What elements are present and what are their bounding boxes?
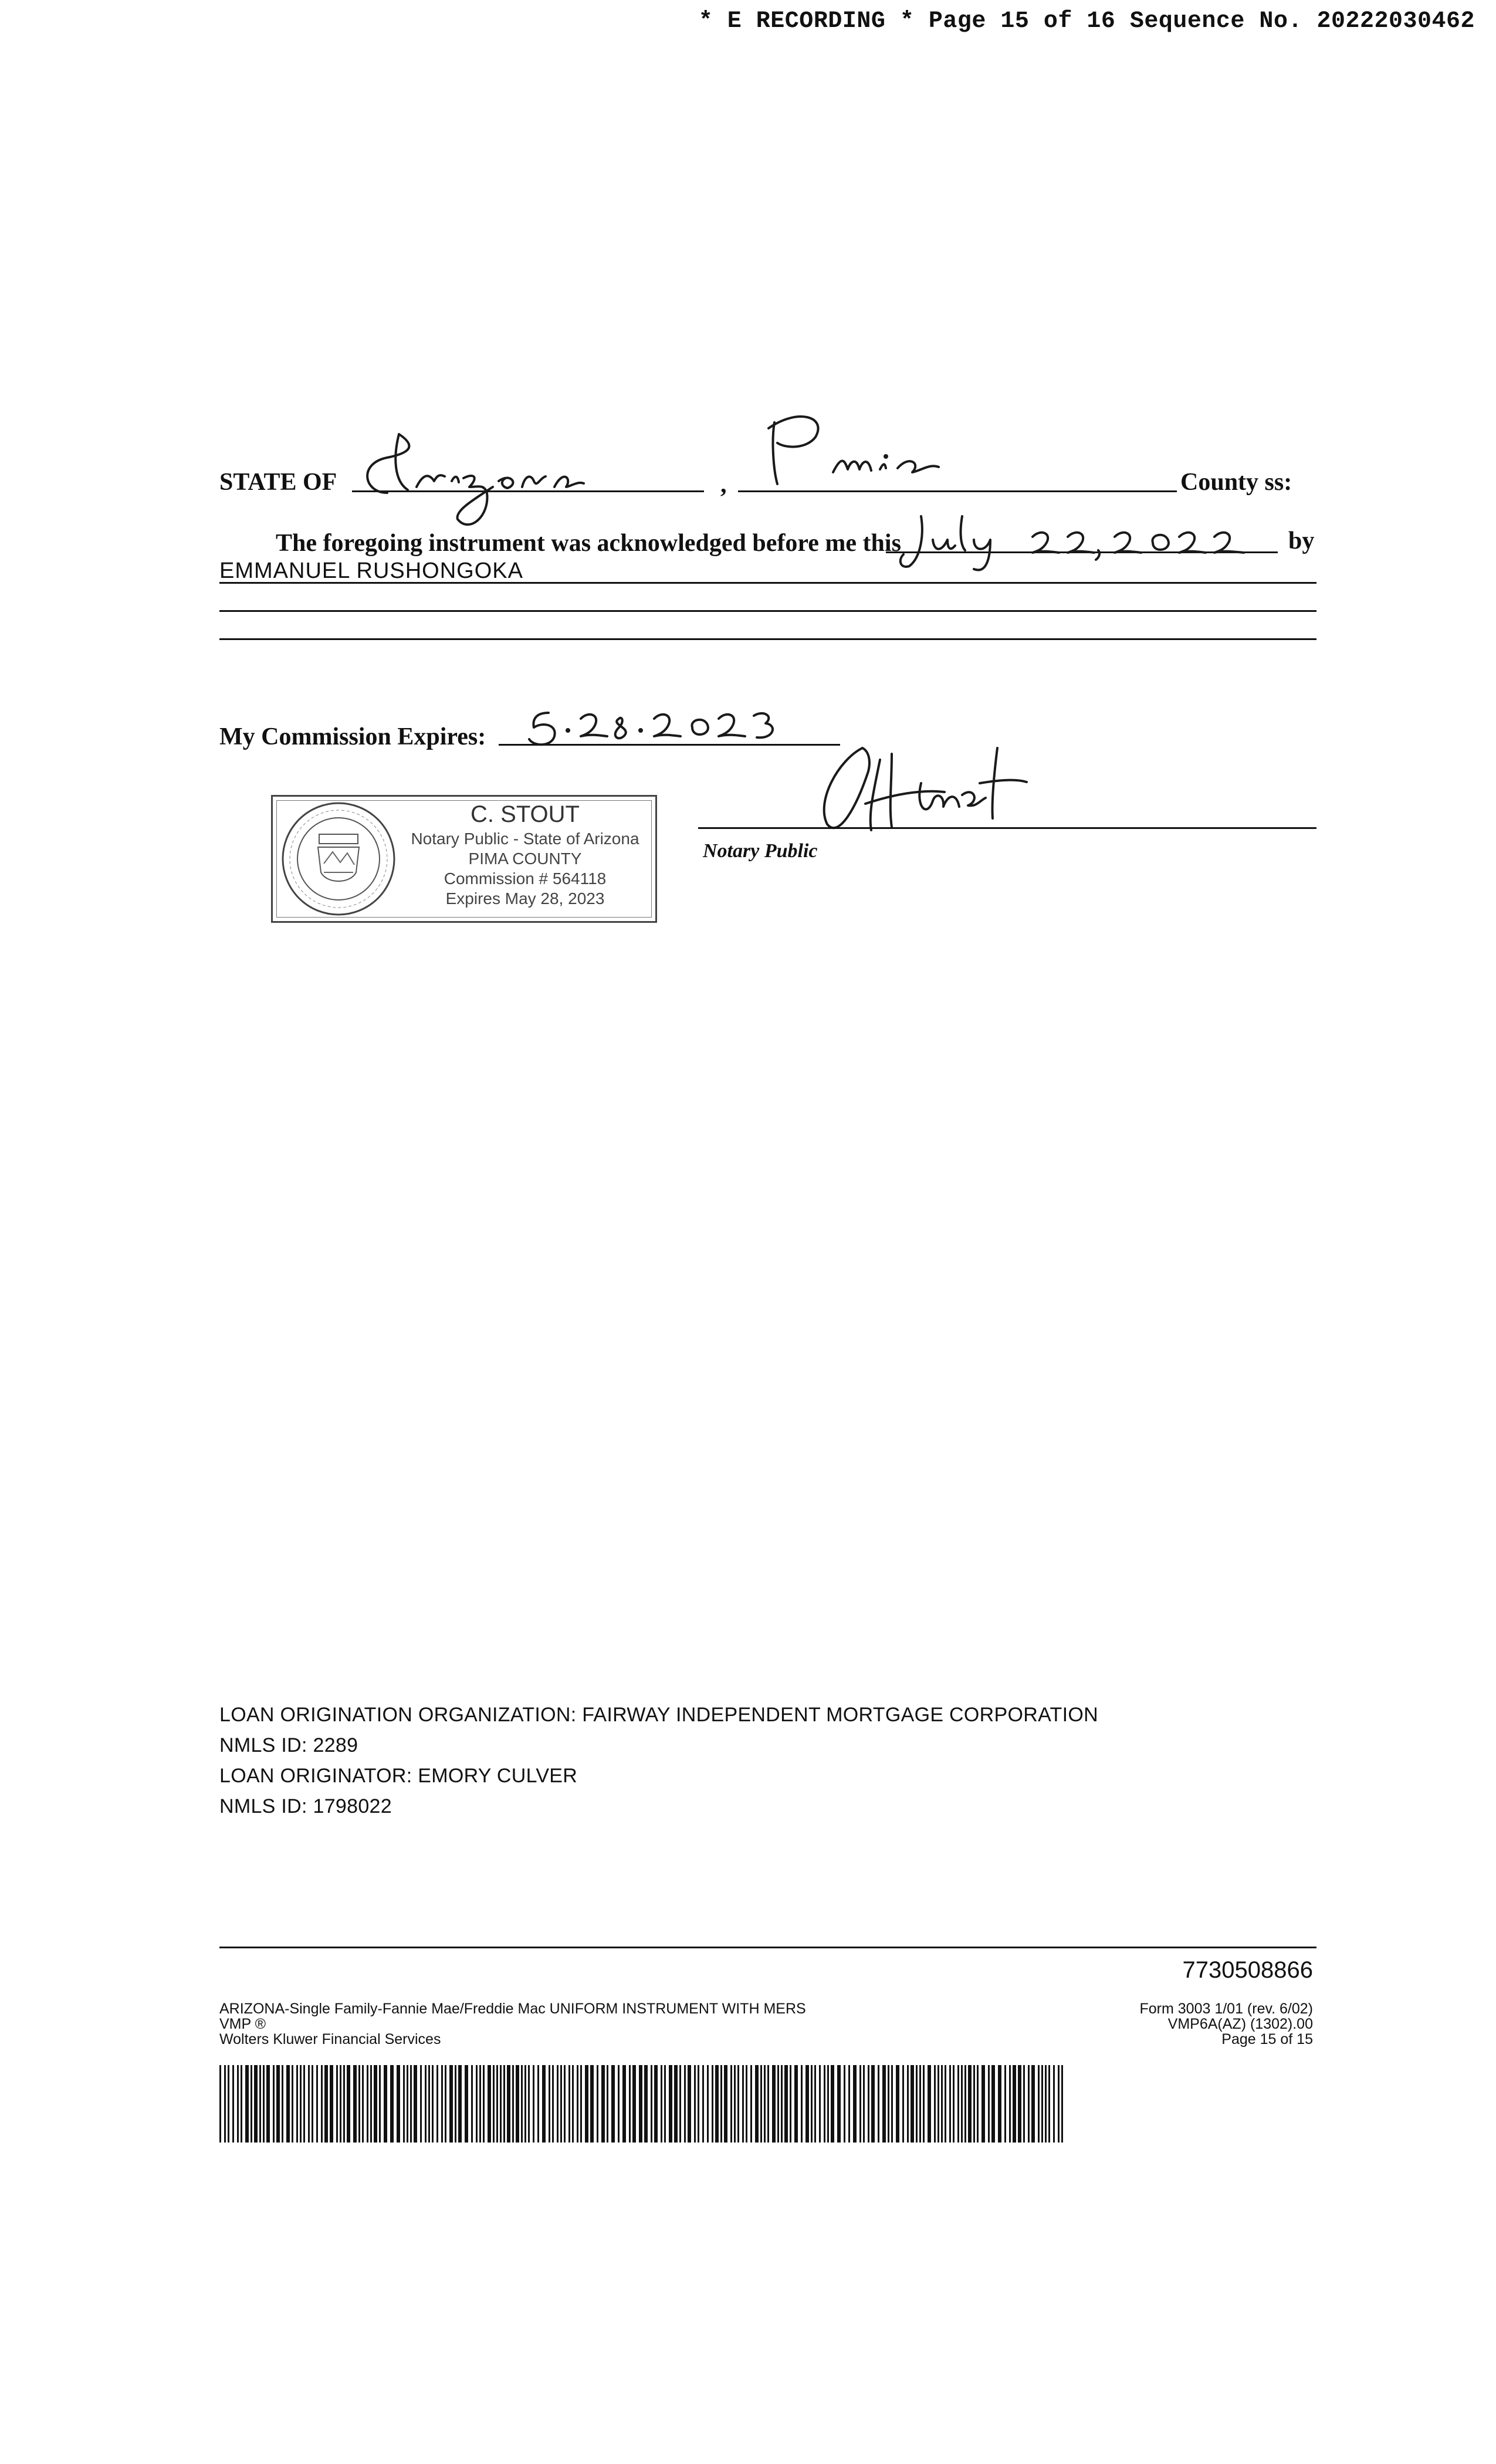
state-handwriting bbox=[352, 422, 598, 534]
commission-handwriting bbox=[516, 701, 786, 754]
notary-public-label: Notary Public bbox=[703, 840, 818, 862]
seal-county: PIMA COUNTY bbox=[468, 849, 582, 868]
footer-loan-number: 7730508866 bbox=[1182, 1957, 1313, 1983]
footer-publisher: Wolters Kluwer Financial Services bbox=[219, 2031, 441, 2047]
date-handwriting bbox=[892, 505, 1267, 575]
signer-name: EMMANUEL RUSHONGOKA bbox=[219, 559, 523, 583]
signer-line-1 bbox=[219, 582, 1316, 584]
loan-originator-nmls: NMLS ID: 1798022 bbox=[219, 1795, 392, 1817]
loan-origination-org: LOAN ORIGINATION ORGANIZATION: FAIRWAY INDEPENDENT MORTGAGE CORPORATION bbox=[219, 1704, 1098, 1726]
by-label: by bbox=[1288, 527, 1315, 554]
footer-vmp-code: VMP6A(AZ) (1302).00 bbox=[1167, 2016, 1313, 2032]
notary-signature-line bbox=[698, 827, 1316, 829]
loan-org-nmls: NMLS ID: 2289 bbox=[219, 1734, 358, 1756]
commission-label: My Commission Expires: bbox=[219, 723, 486, 750]
notary-signature bbox=[804, 736, 1074, 842]
seal-expires: Expires May 28, 2023 bbox=[445, 889, 605, 908]
recording-header: * E RECORDING * Page 15 of 16 Sequence No. 20222030462 bbox=[698, 8, 1475, 35]
footer-form-number: Form 3003 1/01 (rev. 6/02) bbox=[1139, 2001, 1313, 2017]
signer-line-2 bbox=[219, 610, 1316, 612]
county-handwriting bbox=[763, 405, 956, 499]
seal-commission-number: Commission # 564118 bbox=[444, 869, 607, 888]
barcode-icon bbox=[219, 2065, 1063, 2143]
footer-vmp: VMP ® bbox=[219, 2016, 266, 2032]
county-ss-label: County ss: bbox=[1180, 469, 1292, 496]
seal-notary-title: Notary Public - State of Arizona bbox=[411, 830, 639, 848]
footer-form-title: ARIZONA-Single Family-Fannie Mae/Freddie Mac UNIFORM INSTRUMENT WITH MERS bbox=[219, 2001, 806, 2017]
footer-rule bbox=[219, 1947, 1316, 1948]
seal-notary-name: C. STOUT bbox=[471, 801, 580, 827]
signer-line-3 bbox=[219, 638, 1316, 640]
state-county-comma: , bbox=[720, 471, 727, 498]
foregoing-text: The foregoing instrument was acknowledged before me this bbox=[276, 530, 901, 557]
arizona-seal-icon bbox=[277, 799, 400, 919]
loan-originator: LOAN ORIGINATOR: EMORY CULVER bbox=[219, 1765, 578, 1787]
state-of-label: STATE OF bbox=[219, 469, 337, 496]
footer-page-number: Page 15 of 15 bbox=[1221, 2031, 1313, 2047]
